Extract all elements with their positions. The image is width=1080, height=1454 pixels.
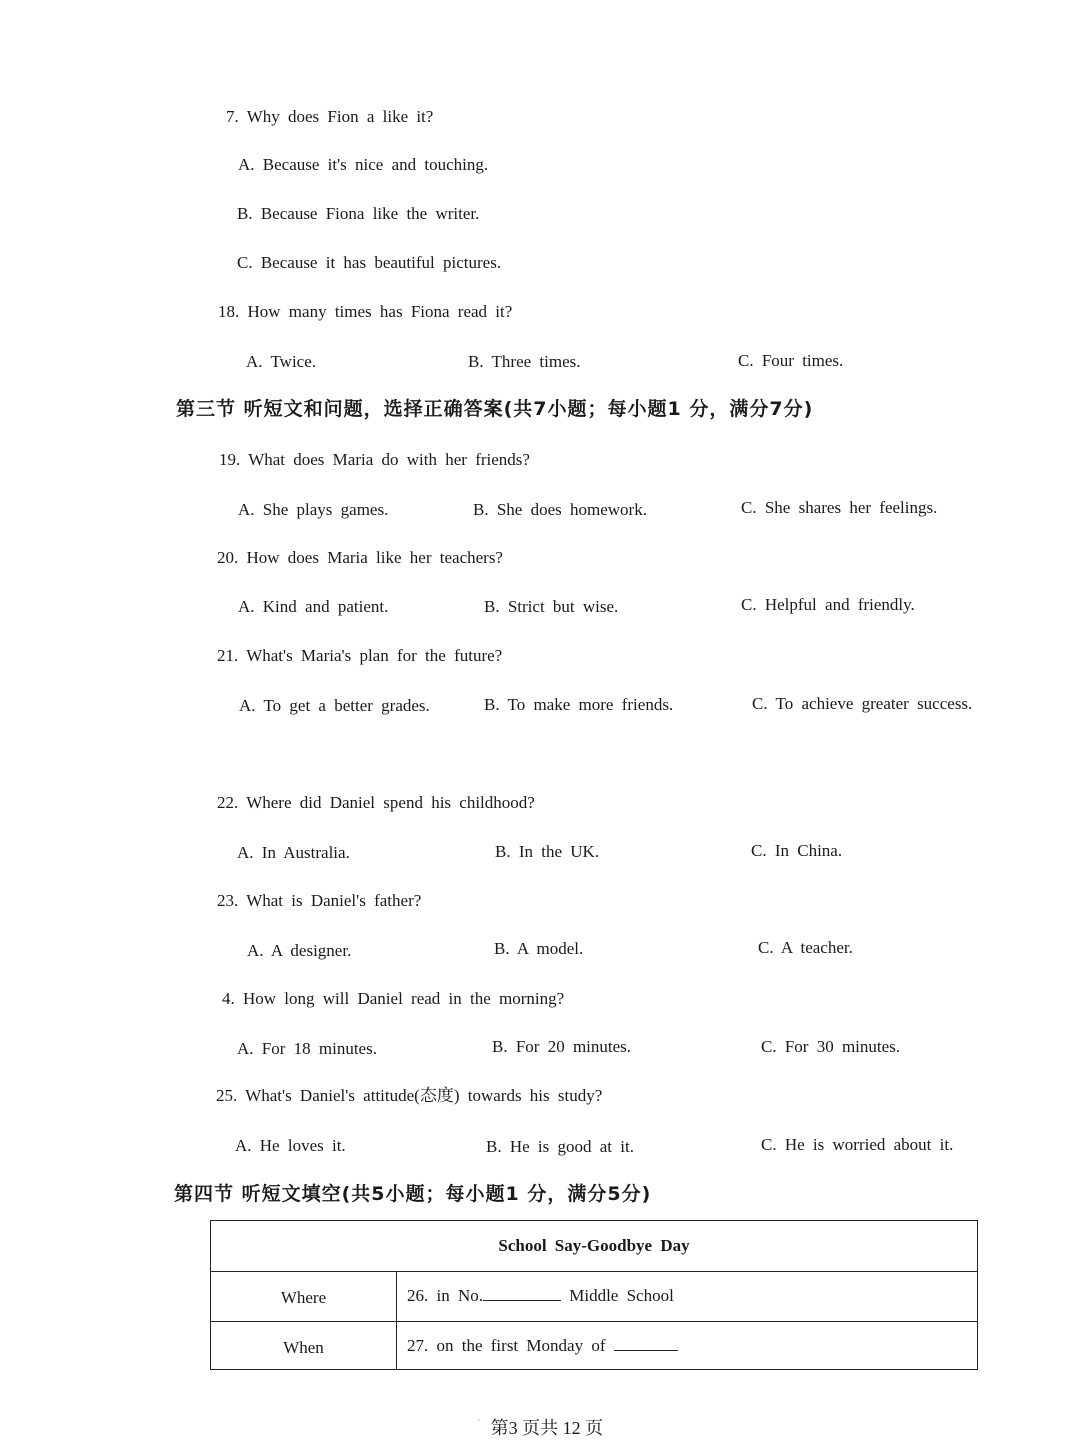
option-c: C. Helpful and friendly. — [741, 595, 915, 614]
option-a: A. Because it's nice and touching. — [238, 155, 489, 174]
section-4-heading: 第四节 听短文填空(共5小题；每小题1 分，满分5分) — [174, 1183, 652, 1205]
table-divider — [211, 1271, 977, 1272]
option-c: C. To achieve greater success. — [752, 694, 973, 713]
answer-blank-26[interactable] — [483, 1284, 561, 1301]
question-19: 19. What does Maria do with her friends? — [219, 450, 530, 469]
option-c: C. A teacher. — [758, 938, 853, 957]
option-b: B. He is good at it. — [486, 1137, 634, 1156]
question-18: 18. How many times has Fiona read it? — [218, 302, 513, 321]
row-label-where: Where — [280, 1288, 327, 1307]
section-3-heading: 第三节 听短文和问题，选择正确答案(共7小题；每小题1 分，满分7分) — [176, 398, 814, 420]
question-20: 20. How does Maria like her teachers? — [217, 548, 503, 567]
question-23: 23. What is Daniel's father? — [217, 891, 422, 910]
option-a: A. For 18 minutes. — [237, 1039, 377, 1058]
option-a: A. She plays games. — [238, 500, 389, 519]
question-22: 22. Where did Daniel spend his childhood? — [217, 793, 535, 812]
table-title: School Say-Goodbye Day — [498, 1236, 690, 1255]
option-b: B. She does homework. — [473, 500, 647, 519]
question-24: 4. How long will Daniel read in the morning? — [222, 989, 565, 1008]
row-prefix: 26. in No. — [407, 1286, 483, 1305]
question-21: 21. What's Maria's plan for the future? — [217, 646, 503, 665]
option-c: C. In China. — [751, 841, 843, 860]
option-c: C. Four times. — [738, 351, 844, 370]
option-a: A. A designer. — [247, 941, 352, 960]
option-b: B. Because Fiona like the writer. — [237, 204, 480, 223]
page-footer — [0, 1414, 1080, 1440]
table-divider — [211, 1321, 977, 1322]
option-b: B. In the UK. — [495, 842, 600, 861]
row-label-when: When — [283, 1338, 324, 1357]
option-c: C. Because it has beautiful pictures. — [237, 253, 502, 272]
table-column-divider — [396, 1271, 397, 1369]
row-value-where — [407, 1284, 674, 1307]
page-number: 第3 页共 12 页 — [490, 1418, 604, 1438]
option-a: A. Twice. — [246, 352, 317, 371]
row-value-when — [407, 1334, 678, 1357]
option-c: C. He is worried about it. — [761, 1135, 954, 1154]
question-25: 25. What's Daniel's attitude(态度) towards his study? — [216, 1086, 603, 1105]
option-b: B. For 20 minutes. — [492, 1037, 632, 1056]
answer-blank-27[interactable] — [614, 1334, 678, 1351]
option-a: A. Kind and patient. — [238, 597, 389, 616]
fill-in-table — [210, 1220, 978, 1370]
row-suffix: Middle School — [561, 1286, 674, 1305]
question-7: 7. Why does Fion a like it? — [226, 107, 434, 126]
option-a: A. He loves it. — [235, 1136, 346, 1155]
option-b: B. Strict but wise. — [484, 597, 619, 616]
footer-mark: ᾿ — [476, 1418, 481, 1430]
row-prefix: 27. on the first Monday of — [407, 1336, 614, 1355]
option-b: B. To make more friends. — [484, 695, 674, 714]
option-a: A. To get a better grades. — [239, 696, 430, 715]
option-b: B. A model. — [494, 939, 584, 958]
option-c: C. She shares her feelings. — [741, 498, 938, 517]
option-c: C. For 30 minutes. — [761, 1037, 901, 1056]
option-a: A. In Australia. — [237, 843, 350, 862]
option-b: B. Three times. — [468, 352, 581, 371]
